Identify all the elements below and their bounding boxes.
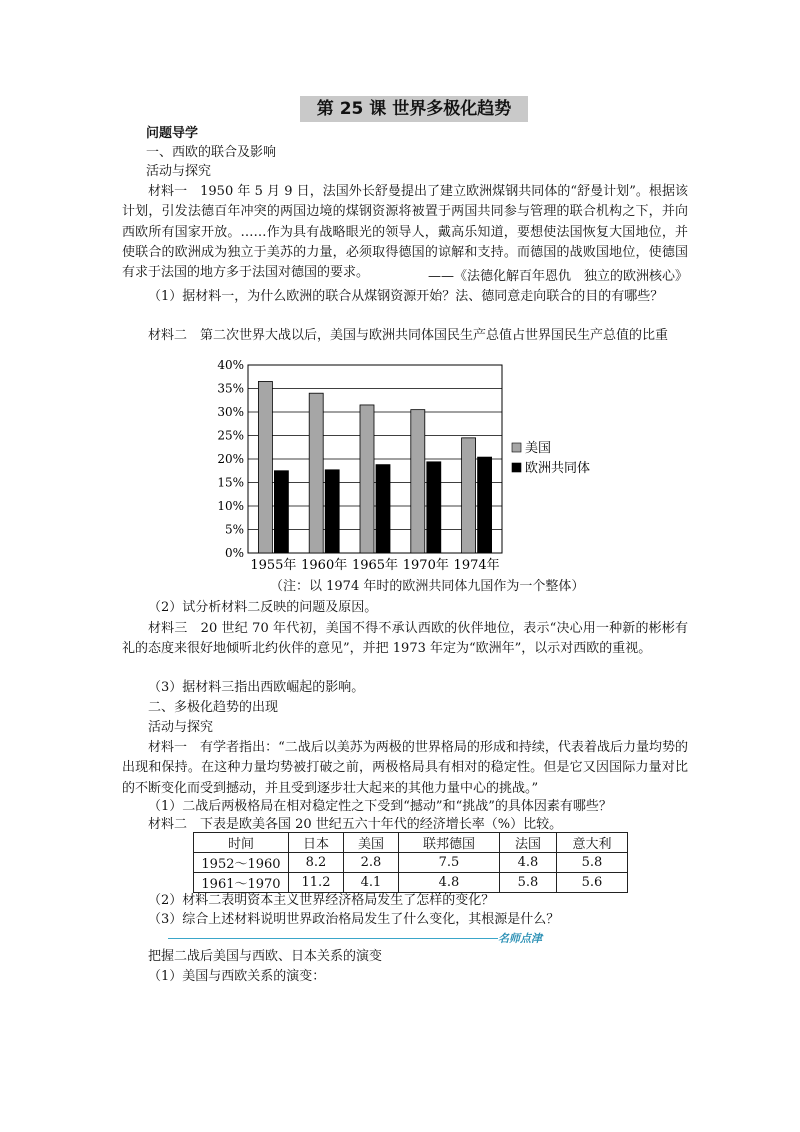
bar-ec: [478, 457, 492, 553]
table-cell: 1952～1960: [194, 853, 289, 873]
part2-activity: 活动与探究: [148, 720, 214, 735]
x-tick-label: 1970年: [402, 558, 449, 573]
bar-usa: [360, 405, 374, 553]
table-cell: 11.2: [289, 873, 344, 893]
y-tick-label: 10%: [217, 499, 244, 513]
table-header-row: [194, 833, 628, 853]
chart-note: （注：以 1974 年时的欧洲共同体九国作为一个整体）: [270, 579, 585, 594]
part1-material2: 材料二 第二次世界大战以后，美国与欧洲共同体国民生产总值占世界国民生产总值的比重: [148, 328, 669, 343]
legend-swatch: [512, 443, 521, 452]
grasp-item1: （1）美国与西欧关系的演变：: [148, 969, 326, 984]
bar-usa: [258, 381, 272, 553]
x-tick-label: 1965年: [351, 558, 399, 573]
part1-question3: （3）据材料三指出西欧崛起的影响。: [148, 680, 365, 695]
lesson-title: 第 25 课 世界多极化趋势: [300, 96, 528, 122]
y-tick-label: 25%: [217, 428, 244, 443]
x-tick-label: 1955年: [250, 558, 297, 573]
table-cell: 7.5: [399, 853, 500, 873]
bar-ec: [274, 471, 288, 553]
bar-usa: [411, 410, 425, 553]
part1-activity: 活动与探究: [146, 164, 212, 179]
part2-question1: （1）二战后两极格局在相对稳定性之下受到“撼动”和“挑战”的具体因素有哪些？: [148, 799, 612, 814]
table-header-cell: 意大利: [557, 833, 628, 853]
legend-swatch: [512, 463, 521, 472]
table-row: [194, 853, 628, 873]
part2-question3: （3）综合上述材料说明世界政治格局发生了什么变化，其根源是什么？: [148, 912, 560, 927]
grasp-heading: 把握二战后美国与西欧、日本关系的演变: [148, 949, 383, 964]
section-guide-heading: 问题导学: [146, 126, 199, 141]
table-header-cell: 日本: [289, 833, 344, 853]
x-tick-label: 1974年: [453, 558, 500, 573]
table-header-cell: 时间: [194, 833, 289, 853]
y-tick-label: 5%: [224, 522, 244, 537]
table-cell: 5.8: [500, 873, 557, 893]
table-cell: 5.6: [557, 873, 628, 893]
part2-material1: 材料一 有学者指出：“二战后以美苏为两极的世界格局的形成和持续，代表着战后力量均势的出现和保持。在这种力量均势被打破之前，两极格局具有相对的稳定性。但是它又因国际力量对比的不断变化而受到撼动，并且受到逐步壮大起来的其他力量中心的挑战。”: [122, 740, 688, 796]
table-cell: 8.2: [289, 853, 344, 873]
part2-material2: 材料二 下表是欧美各国 20 世纪五六十年代的经济增长率（%）比较。: [148, 817, 563, 832]
table-header-cell: 联邦德国: [399, 833, 500, 853]
bar-usa: [462, 438, 476, 553]
table-cell: 2.8: [344, 853, 399, 873]
part1-material1: 材料一 1950 年 5 月 9 日，法国外长舒曼提出了建立欧洲煤钢共同体的“舒曼计划”。根据该计划，引发法德百年冲突的两国边境的煤钢资源将被置于两国共同参与管理的联合机构之下，并向西欧所有国家开放。……作为具有战略眼光的领导人，戴高乐知道，要想使法国恢复大国地位，并使联合的欧洲成为独立于美苏的力量，必须取得德国的谅解和支持。而德国的战败国地位，使德国有求于法国的地方多于法国对德国的要求。: [122, 184, 688, 281]
bar-ec: [325, 470, 339, 553]
y-tick-label: 0%: [224, 546, 244, 560]
table-header-cell: 美国: [344, 833, 399, 853]
y-tick-label: 20%: [217, 452, 244, 466]
y-tick-label: 40%: [217, 358, 244, 372]
table-cell: 4.1: [344, 873, 399, 893]
y-tick-label: 30%: [217, 405, 244, 419]
bar-ec: [376, 465, 390, 553]
part1-question2: （2）试分析材料二反映的问题及原因。: [148, 600, 378, 615]
growth-rate-table: [193, 832, 628, 893]
table-cell: 4.8: [399, 873, 500, 893]
part2-heading: 二、多极化趋势的出现: [148, 700, 279, 715]
part1-material3: 材料三 20 世纪 70 年代初，美国不得不承认西欧的伙伴地位，表示“决心用一种新的彬彬有礼的态度来很好地倾听北约伙伴的意见”，并把 1973 年定为“欧洲年”，以示对西欧的重视。: [122, 621, 688, 657]
x-tick-label: 1960年: [301, 558, 348, 573]
legend-label: 美国: [525, 441, 552, 456]
y-tick-label: 15%: [217, 475, 244, 490]
legend-label: 欧洲共同体: [525, 461, 591, 476]
table-cell: 1961～1970: [194, 873, 289, 893]
y-tick-label: 35%: [217, 381, 244, 396]
part2-question2: （2）材料二表明资本主义世界经济格局发生了怎样的变化？: [148, 893, 495, 908]
table-cell: 5.8: [557, 853, 628, 873]
table-cell: 4.8: [500, 853, 557, 873]
part1-heading: 一、西欧的联合及影响: [146, 145, 277, 160]
part1-question1: （1）据材料一，为什么欧洲的联合从煤钢资源开始？法、德同意走向联合的目的有哪些？: [148, 289, 664, 304]
material1-source: ——《法德化解百年恩仇 独立的欧洲核心》: [427, 269, 688, 284]
gnp-bar-chart: [210, 355, 630, 587]
table-row: [194, 873, 628, 893]
bar-usa: [309, 393, 323, 553]
tip-badge: 名师点津: [498, 932, 542, 945]
tip-divider: [168, 938, 498, 939]
bar-ec: [427, 462, 441, 553]
table-header-cell: 法国: [500, 833, 557, 853]
